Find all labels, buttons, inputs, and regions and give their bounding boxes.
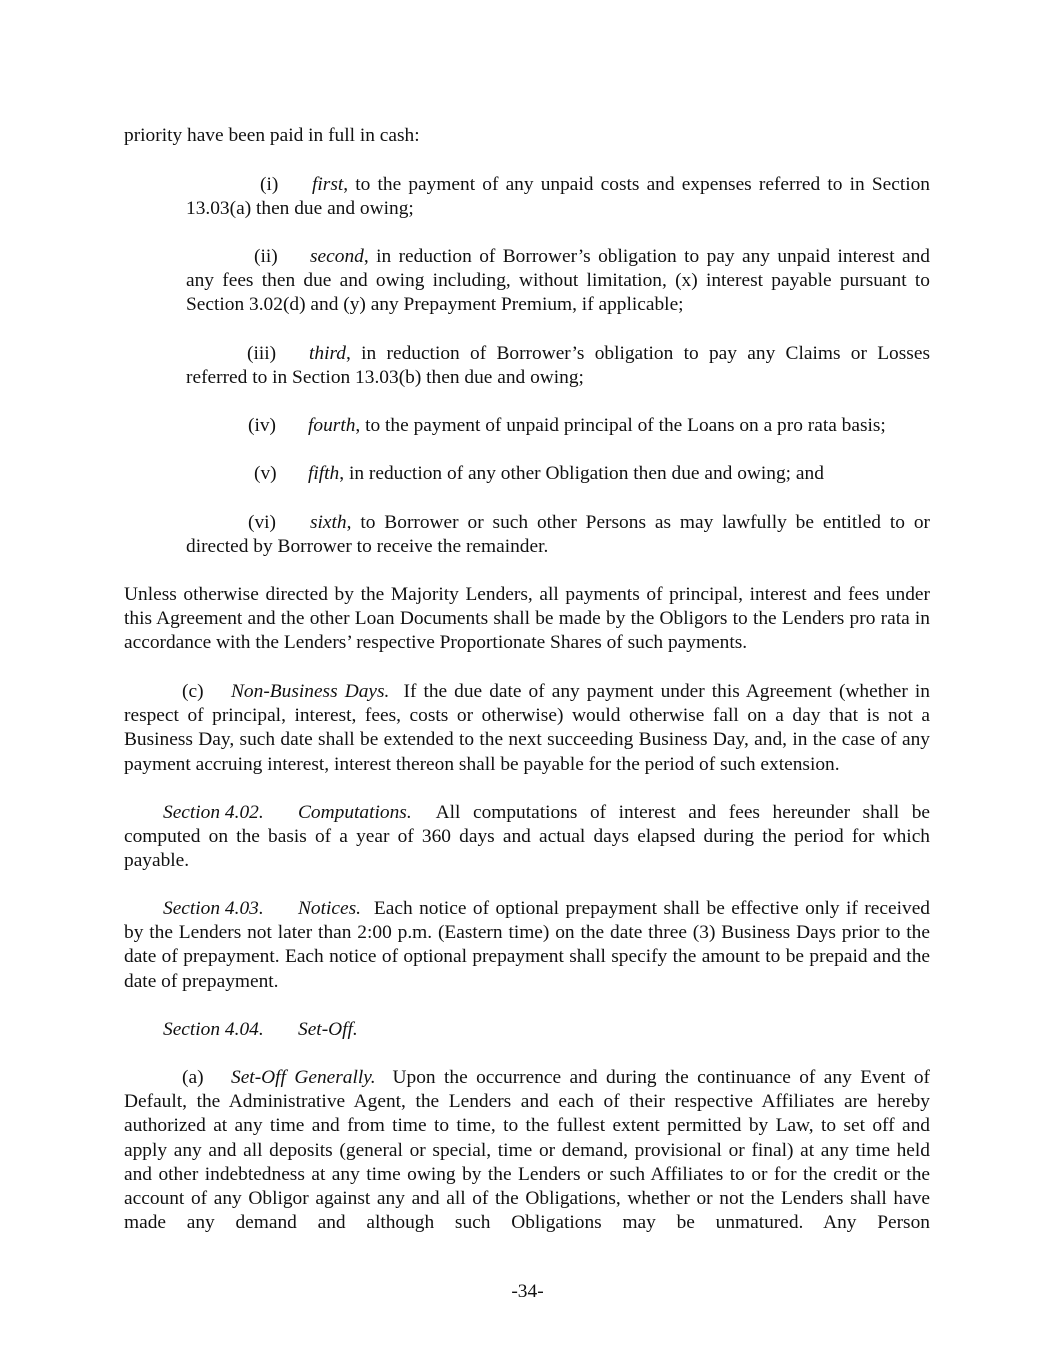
list-text: , to the payment of unpaid principal of the Loans on a pro rata basis; <box>355 415 886 436</box>
section-number: Section 4.03. <box>163 898 264 919</box>
list-number: (iv) <box>248 415 276 436</box>
section-title: Notices. <box>298 898 362 919</box>
list-number: (iii) <box>247 343 277 364</box>
section-text: All computations of interest and fees hereunder shall be computed on the basis of a year of 360 days and actual days elapsed during the period for which payable. <box>124 802 930 872</box>
section-title: Computations. <box>298 802 412 823</box>
list-number: (vi) <box>248 512 276 533</box>
section-number: Section 4.02. <box>163 802 264 823</box>
page-number: -34- <box>511 1281 544 1302</box>
list-item-ii <box>186 245 930 318</box>
list-label: second <box>310 246 364 267</box>
list-number: (ii) <box>254 246 278 267</box>
list-text: , in reduction of Borrower’s obligation to pay any unpaid interest and any fees then due and owing including, without limitation, (x) interest payable pursuant to Section 3.02(d) and (y) any Prepayment Premium, if applicable; <box>186 246 930 316</box>
subsection-number: (c) <box>182 681 204 702</box>
subsection-title: Non-Business Days. <box>231 681 390 702</box>
subsection-text: If the due date of any payment under this Agreement (whether in respect of principal, interest, fees, costs or otherwise) would otherwise fall on a day that is not a Business Day, such date shall be extended to the next succeeding Business Day, and, in the case of any payment accruing interest, interest thereon shall be payable for the period of such extension. <box>124 681 930 775</box>
list-text: , to Borrower or such other Persons as may lawfully be entitled to or directed by Borrower to receive the remainder. <box>186 512 930 558</box>
list-item-v <box>186 462 930 486</box>
section-text: Each notice of optional prepayment shall be effective only if received by the Lenders not later than 2:00 p.m. (Eastern time) on the date three (3) Business Days prior to the date of prepayment. Each notice of optional prepayment shall specify the amount to be prepaid and the date of prepayment. <box>124 898 930 992</box>
section-4-02 <box>124 801 930 874</box>
paragraph-payments: Unless otherwise directed by the Majority Lenders, all payments of principal, interest and fees under this Agreement and the other Loan Documents shall be made by the Obligors to the Lenders pro rata in accordance with the Lenders’ respective Proportionate Shares of such payments. <box>124 584 930 654</box>
section-4-04-heading <box>124 1018 930 1042</box>
section-number: Section 4.04. <box>163 1019 264 1040</box>
list-number: (v) <box>254 463 277 484</box>
paragraph-set-off-generally <box>124 1066 930 1235</box>
paragraph-continuation: priority have been paid in full in cash: <box>124 125 420 146</box>
list-item-iv <box>186 414 930 438</box>
subsection-number: (a) <box>182 1067 204 1088</box>
subsection-title: Set-Off Generally. <box>231 1067 376 1088</box>
list-text: , in reduction of any other Obligation then due and owing; and <box>339 463 824 484</box>
list-label: sixth <box>310 512 347 533</box>
list-item-i <box>186 173 930 221</box>
list-number: (i) <box>260 174 279 195</box>
list-item-iii <box>186 342 930 390</box>
list-label: fifth <box>308 463 340 484</box>
list-item-vi <box>186 511 930 559</box>
list-text: , in reduction of Borrower’s obligation to pay any Claims or Losses referred to in Section 13.03(b) then due and owing; <box>186 343 930 389</box>
section-title: Set-Off. <box>298 1019 358 1040</box>
list-label: fourth <box>308 415 356 436</box>
list-label: first <box>312 174 344 195</box>
paragraph-non-business-days <box>124 680 930 777</box>
section-4-03 <box>124 897 930 994</box>
subsection-text: Upon the occurrence and during the continuance of any Event of Default, the Administrative Agent, the Lenders and each of their respective Affiliates are hereby authorized at any time and from time to time, to the fullest extent permitted by Law, to set off and apply any and all deposits (general or special, time or demand, provisional or final) at any time held and other indebtedness at any time owing by the Lenders or such Affiliates to or for the credit or the account of any Obligor against any and all of the Obligations, whether or not the Lenders shall have made any demand and although such Obligations may be unmatured. Any Person <box>124 1067 930 1234</box>
list-text: , to the payment of any unpaid costs and expenses referred to in Section 13.03(a) then due and owing; <box>186 174 930 220</box>
list-label: third <box>309 343 346 364</box>
